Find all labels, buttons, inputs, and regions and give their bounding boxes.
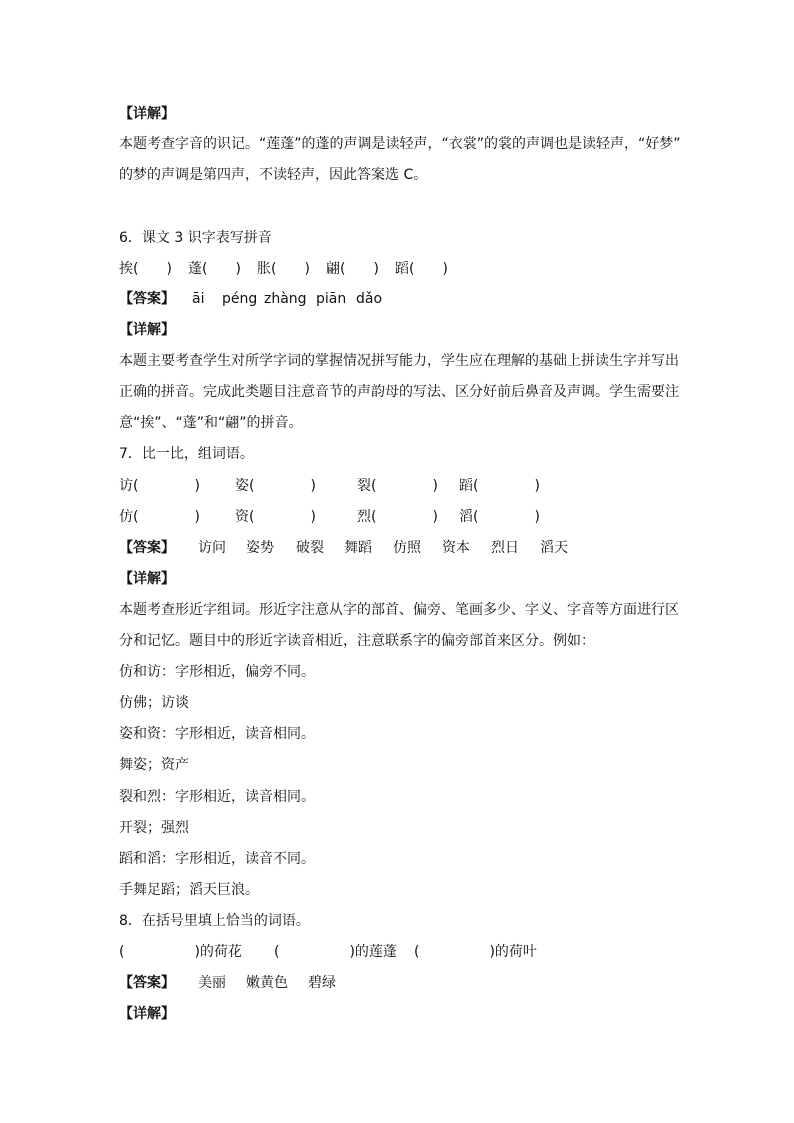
q6-detail-line: 正确的拼音。完成此类题目注意音节的声韵母的写法、区分好前后鼻音及声调。学生需要注 (119, 384, 679, 400)
q7-item: 滔( ) (459, 509, 540, 525)
q5-detail-line: 的梦的声调是第四声，不读轻声，因此答案选 C。 (119, 167, 428, 183)
q7-detail-line: 裂和烈：字形相近，读音相同。 (119, 789, 315, 805)
q8-blank: ( )的荷花 (119, 944, 242, 960)
q7-detail-line: 分和记忆。题目中的形近字读音相近，注意联系字的偏旁部首来区分。例如： (119, 633, 595, 649)
q6-answer: piān (316, 291, 347, 307)
q7-detail-line: 蹈和滔：字形相近，读音不同。 (119, 851, 315, 867)
q7-item: 烈( ) (357, 509, 438, 525)
q7-detail-line: 姿和资：字形相近，读音相同。 (119, 726, 315, 742)
q8-answer: 嫩黄色 (246, 975, 288, 991)
q6-answer-label: 【答案】 (119, 291, 175, 307)
q8-title: 8．在括号里填上恰当的词语。 (119, 913, 310, 929)
q6-item: 翩( ) (326, 261, 379, 277)
q6-detail-line: 本题主要考查学生对所学字词的掌握情况拼写能力，学生应在理解的基础上拼读生字并写出 (119, 353, 679, 369)
q6-item: 蹈( ) (395, 261, 448, 277)
q6-item: 胀( ) (257, 261, 310, 277)
q7-answer: 舞蹈 (344, 540, 372, 556)
q7-answer: 姿势 (246, 540, 274, 556)
q7-answer: 仿照 (393, 540, 421, 556)
q7-answer: 访问 (198, 540, 226, 556)
q6-answer: āi (192, 291, 205, 307)
q5-detail-line: 本题考查字音的识记。“莲蓬”的蓬的声调是读轻声，“衣裳”的裳的声调也是读轻声，“好梦” (119, 136, 681, 152)
q7-item: 姿( ) (235, 478, 316, 494)
q6-answer: péng (222, 291, 258, 307)
q6-answer: dǎo (356, 291, 383, 307)
q7-detail-line: 仿佛；访谈 (119, 695, 189, 711)
q8-blank: ( )的莲蓬 (274, 944, 397, 960)
q8-blank: ( )的荷叶 (414, 944, 537, 960)
q6-detail-heading: 【详解】 (119, 322, 175, 338)
q5-detail-heading: 【详解】 (119, 106, 175, 122)
q6-title: 6．课文 3 识字表写拼音 (119, 230, 272, 246)
q7-item: 访( ) (119, 478, 200, 494)
q8-answer: 美丽 (198, 975, 226, 991)
q8-detail-heading: 【详解】 (119, 1006, 175, 1022)
q7-item: 仿( ) (119, 509, 200, 525)
q7-detail-line: 本题考查形近字组词。形近字注意从字的部首、偏旁、笔画多少、字义、字音等方面进行区 (119, 602, 679, 618)
q7-item: 资( ) (235, 509, 316, 525)
q7-answer: 资本 (442, 540, 470, 556)
q7-detail-line: 舞姿；资产 (119, 757, 189, 773)
q7-answer: 破裂 (296, 540, 324, 556)
q7-detail-heading: 【详解】 (119, 571, 175, 587)
q6-answer: zhàng (264, 291, 307, 307)
q7-answer: 滔天 (540, 540, 568, 556)
q6-item: 挨( ) (119, 261, 172, 277)
q7-item: 蹈( ) (459, 478, 540, 494)
q7-item: 裂( ) (357, 478, 438, 494)
q7-detail-line: 手舞足蹈；滔天巨浪。 (119, 882, 259, 898)
q7-detail-line: 开裂；强烈 (119, 820, 189, 836)
q7-detail-line: 仿和访：字形相近，偏旁不同。 (119, 664, 315, 680)
q7-answer: 烈日 (491, 540, 519, 556)
q6-item: 蓬( ) (188, 261, 241, 277)
q7-title: 7．比一比，组词语。 (119, 446, 254, 462)
q6-detail-line: 意“挨”、“蓬”和“翩”的拼音。 (119, 415, 303, 431)
q8-answer: 碧绿 (308, 975, 336, 991)
q8-answer-label: 【答案】 (119, 975, 175, 991)
q7-answer-label: 【答案】 (119, 540, 175, 556)
